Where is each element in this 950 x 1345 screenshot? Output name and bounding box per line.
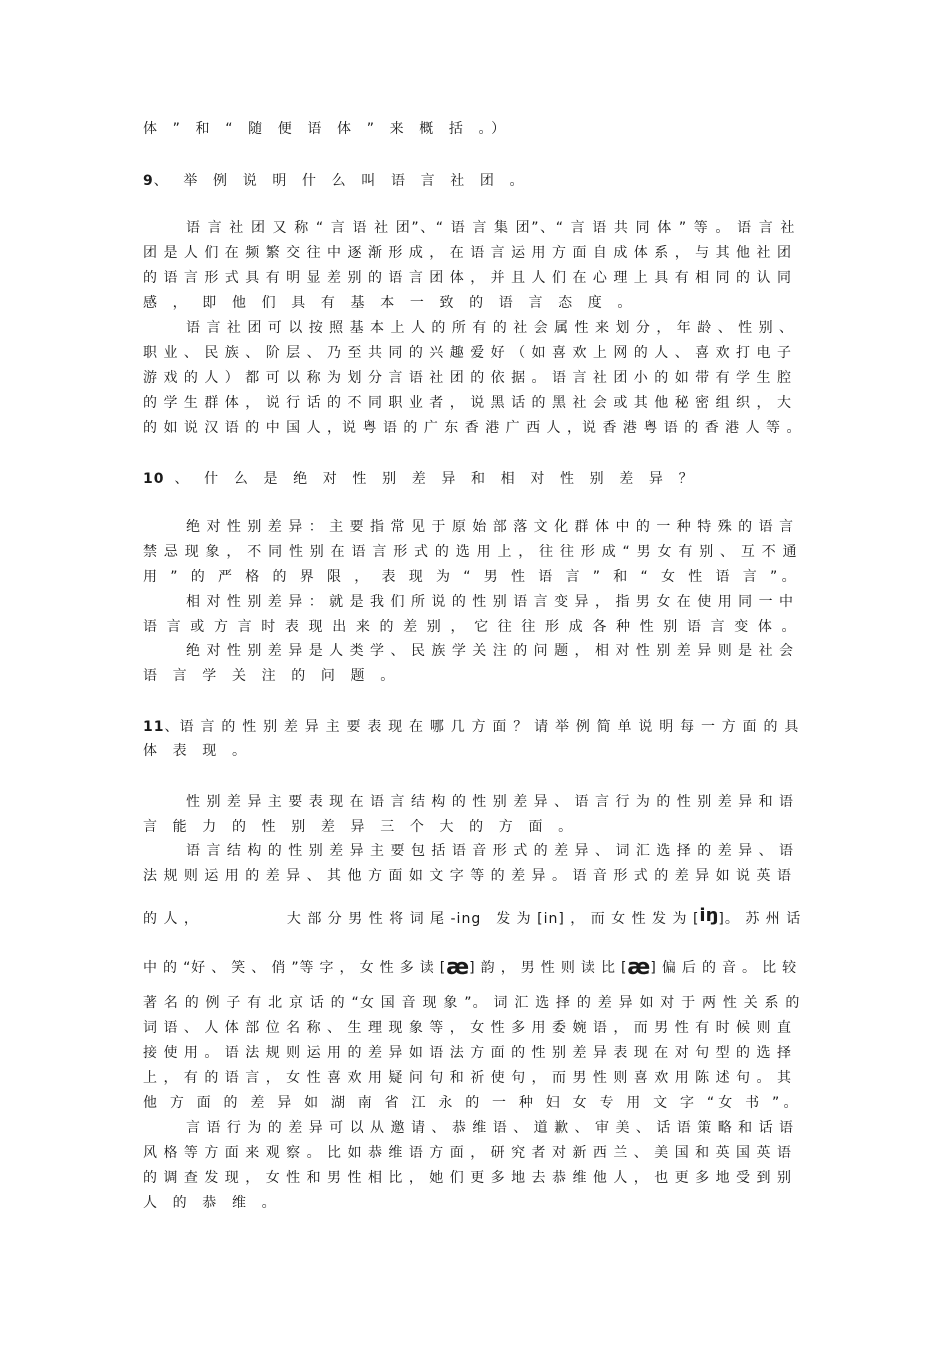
question-10-heading	[143, 469, 803, 489]
ipa-line-2	[143, 955, 803, 980]
question-number: 9	[143, 173, 154, 189]
paragraph-line: 感 ， 即 他 们 具 有 基 本 一 致 的 语 言 态 度 。	[143, 295, 638, 311]
paragraph-line: 禁 忌 现 象 ， 不 同 性 别 在 语 言 形 式 的 选 用 上 ， 往 往 形 成 “ 男 女 有 别 、 互 不 通	[143, 544, 798, 560]
text-segment: 中 的 “好 、 笑 、 俏 ”等 字 ， 女 性 多 读 [	[143, 960, 447, 976]
paragraph-line: 体 ” 和 “ 随 便 语 体 ” 来 概 括 。）	[143, 121, 511, 137]
paragraph-line: 他 方 面 的 差 异 如 湖 南 省 江 永 的 一 种 妇 女 专 用 文 字 “女 书 ”。	[143, 1095, 802, 1111]
paragraph-line: 上 ， 有 的 语 言 ， 女 性 喜 欢 用 疑 问 句 和 祈 使 句 ， 而 男 性 则 喜 欢 用 陈 述 句 。 其	[143, 1070, 792, 1086]
paragraph-line: 人 的 恭 维 。	[143, 1195, 282, 1211]
paragraph-line: 语 言 或 方 言 时 表 现 出 来 的 差 别 ， 它 往 往 形 成 各 种 性 别 语 言 变 体 。	[143, 619, 799, 635]
paragraph-line: 词 语 、 人 体 部 位 名 称 、 生 理 现 象 等 ， 女 性 多 用 委 婉 语 ， 而 男 性 有 时 候 则 直	[143, 1020, 792, 1036]
paragraph-line: 风 格 等 方 面 来 观 察 。 比 如 恭 维 语 方 面 ， 研 究 者 对 新 西 兰 、 美 国 和 英 国 英 语	[143, 1145, 792, 1161]
question-11-heading	[143, 717, 803, 737]
paragraph-line: 语 言 社 团 可 以 按 照 基 本 上 人 的 所 有 的 社 会 属 性 来 划 分 ， 年 龄 、 性 别 、	[186, 320, 795, 336]
paragraph-line: 接 使 用 。 语 法 规 则 运 用 的 差 异 如 语 法 方 面 的 性 别 差 异 表 现 在 对 句 型 的 选 择	[143, 1045, 792, 1061]
paragraph-line: 游 戏 的 人 ） 都 可 以 称 为 划 分 言 语 社 团 的 依 据 。 语 言 社 团 小 的 如 带 有 学 生 腔	[143, 370, 792, 386]
question-number: 11	[143, 719, 165, 735]
ipa-symbol: iŋ	[699, 905, 719, 926]
paragraph-line: 性 别 差 异 主 要 表 现 在 语 言 结 构 的 性 别 差 异 、 语 言 行 为 的 性 别 差 异 和 语	[186, 794, 795, 810]
text-segment: 大 部 分 男 性 将 词 尾 -ing 发 为 [in] ， 而 女 性 发 为 [	[286, 911, 700, 927]
text-segment: 的 人 ，	[143, 911, 199, 927]
text-segment: ] 韵 ， 男 性 则 读 比 [	[469, 960, 628, 976]
question-text: 、语 言 的 性 别 差 异 主 要 表 现 在 哪 几 方 面 ？ 请 举 例 简 单 说 明 每 一 方 面 的 具	[164, 719, 800, 735]
paragraph-line: 绝 对 性 别 差 异 ： 主 要 指 常 见 于 原 始 部 落 文 化 群 体 中 的 一 种 特 殊 的 语 言	[186, 519, 795, 535]
paragraph-line: 言 能 力 的 性 别 差 异 三 个 大 的 方 面 。	[143, 819, 578, 835]
paragraph-line: 法 规 则 运 用 的 差 异 、 其 他 方 面 如 文 字 等 的 差 异 。 语 音 形 式 的 差 异 如 说 英 语	[143, 868, 792, 884]
question-9-heading	[143, 171, 803, 191]
paragraph-line: 的 调 查 发 现 ， 女 性 和 男 性 相 比 ， 她 们 更 多 地 去 恭 维 他 人 ， 也 更 多 地 受 到 别	[143, 1170, 792, 1186]
paragraph-line: 著 名 的 例 子 有 北 京 话 的 “女 国 音 现 象 ”。 词 汇 选 择 的 差 异 如 对 于 两 性 关 系 的	[143, 995, 801, 1011]
paragraph-line: 用 ” 的 严 格 的 界 限 ， 表 现 为 “ 男 性 语 言 ” 和 “ 女 性 语 言 ”。	[143, 569, 801, 585]
paragraph-line: 团 是 人 们 在 频 繁 交 往 中 逐 渐 形 成 ， 在 语 言 运 用 方 面 自 成 体 系 ， 与 其 他 社 团	[143, 245, 792, 261]
question-number: 10	[143, 471, 165, 487]
text-segment: ]。 苏 州 话	[718, 911, 802, 927]
ipa-line-1	[143, 906, 803, 929]
paragraph-line: 职 业 、 民 族 、 阶 层 、 乃 至 共 同 的 兴 趣 爱 好 （ 如 喜 欢 上 网 的 人 、 喜 欢 打 电 子	[143, 345, 792, 361]
paragraph-line: 言 语 行 为 的 差 异 可 以 从 邀 请 、 恭 维 语 、 道 歉 、 审 美 、 话 语 策 略 和 话 语	[186, 1120, 795, 1136]
question-text: 、 什 么 是 绝 对 性 别 差 异 和 相 对 性 别 差 异 ？	[164, 471, 699, 487]
ipa-symbol: æ	[627, 955, 651, 980]
paragraph-line: 语 言 社 团 又 称 “ 言 语 社 团”、“ 语 言 集 团”、“ 言 语 共 同 体 ” 等 。 语 言 社	[186, 220, 796, 236]
question-text: 、 举 例 说 明 什 么 叫 语 言 社 团 。	[153, 173, 530, 189]
paragraph-line: 相 对 性 别 差 异 ： 就 是 我 们 所 说 的 性 别 语 言 变 异 ， 指 男 女 在 使 用 同 一 中	[186, 594, 795, 610]
paragraph-line: 的 语 言 形 式 具 有 明 显 差 别 的 语 言 团 体 ， 并 且 人 们 在 心 理 上 具 有 相 同 的 认 同	[143, 270, 792, 286]
question-11-heading-cont: 体 表 现 。	[143, 743, 252, 759]
text-segment: ] 偏 后 的 音 。 比 较	[650, 960, 797, 976]
ipa-symbol: æ	[446, 955, 470, 980]
paragraph-line: 的 如 说 汉 语 的 中 国 人 ，说 粤 语 的 广 东 香 港 广 西 人 ，说 香 港 粤 语 的 香 港 人 等 。	[143, 420, 802, 436]
paragraph-line: 语 言 学 关 注 的 问 题 。	[143, 668, 400, 684]
paragraph-line: 语 言 结 构 的 性 别 差 异 主 要 包 括 语 音 形 式 的 差 异 、 词 汇 选 择 的 差 异 、 语	[186, 843, 795, 859]
paragraph-line: 的 学 生 群 体 ， 说 行 话 的 不 同 职 业 者 ， 说 黑 话 的 黑 社 会 或 其 他 秘 密 组 织 ， 大	[143, 395, 792, 411]
paragraph-line: 绝 对 性 别 差 异 是 人 类 学 、 民 族 学 关 注 的 问 题 ， 相 对 性 别 差 异 则 是 社 会	[186, 643, 795, 659]
